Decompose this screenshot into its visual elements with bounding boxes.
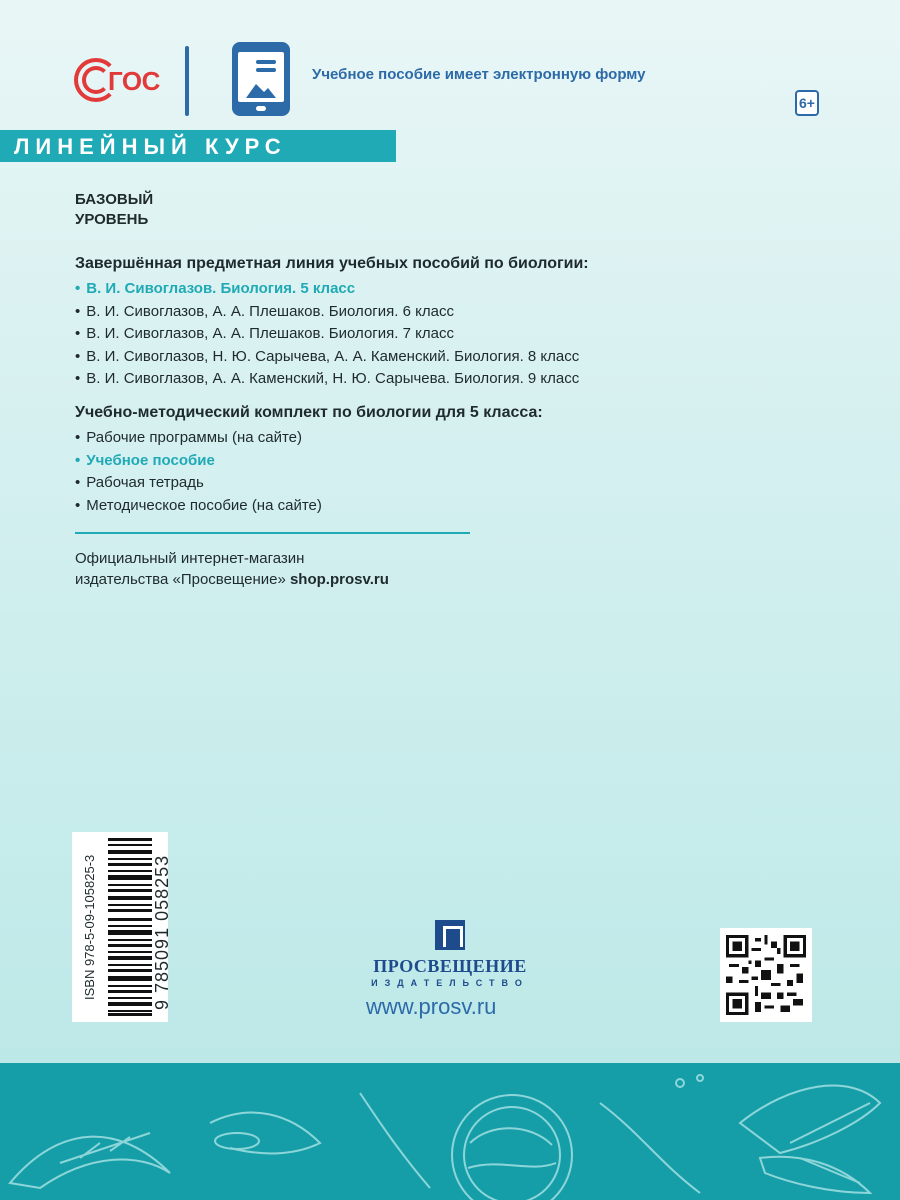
list-item: • Учебное пособие [75, 450, 322, 473]
course-label: ЛИНЕЙНЫЙ КУРС [14, 134, 287, 159]
section-divider [75, 532, 470, 534]
list-item: • Рабочие программы (на сайте) [75, 427, 322, 450]
publisher-name: ПРОСВЕЩЕНИЕ [373, 956, 527, 976]
list-item: • В. И. Сивоглазов, А. А. Плешаков. Биология. 7 класс [75, 323, 579, 346]
decorative-band [0, 1063, 900, 1200]
textbook-line-title: Завершённая предметная линия учебных пособий по биологии: [75, 255, 589, 272]
barcode [108, 838, 152, 1016]
fgos-logo [74, 58, 160, 102]
tablet-home-button [256, 106, 266, 111]
shop-prefix: издательства «Просвещение» [75, 571, 290, 588]
shop-link[interactable]: shop.prosv.ru [289, 571, 389, 588]
qr-code [720, 928, 812, 1022]
list-item: • В. И. Сивоглазов, Н. Ю. Сарычева, А. А. Каменский. Биология. 8 класс [75, 346, 579, 369]
image-glyph-icon [246, 78, 276, 98]
list-item: • Рабочая тетрадь [75, 472, 322, 495]
textbook-line-list [75, 278, 579, 391]
isbn-label: ISBN 978-5-09-105825-3 [82, 854, 97, 1000]
publisher-logo [360, 920, 540, 988]
shop-line: Официальный интернет-магазин [75, 550, 305, 567]
tablet-screen [238, 52, 284, 102]
header-divider [185, 46, 189, 116]
electronic-form-notice: Учебное пособие имеет электронную форму [312, 66, 646, 83]
publisher-url[interactable]: www.prosv.ru [366, 994, 497, 1019]
prosveshchenie-logo-icon [435, 920, 465, 950]
kit-list [75, 427, 322, 517]
level-label [75, 190, 153, 230]
shop-info [75, 548, 389, 590]
fgos-inner-ring-icon [82, 66, 110, 94]
barcode-digits: 9 785091 058253 [152, 854, 172, 1010]
course-band [0, 130, 396, 162]
shop-line [75, 569, 389, 590]
tablet-text-line [256, 60, 276, 64]
kit-title: Учебно-методический комплект по биологии для 5 класса: [75, 404, 543, 421]
age-rating-badge: 6+ [795, 90, 819, 116]
publisher-subtitle: ИЗДАТЕЛЬСТВО [371, 978, 529, 988]
list-item: • В. И. Сивоглазов, А. А. Плешаков. Биология. 6 класс [75, 301, 579, 324]
tablet-text-line [256, 68, 276, 72]
list-item: • В. И. Сивоглазов. Биология. 5 класс [75, 278, 579, 301]
level-line: УРОВЕНЬ [75, 211, 149, 228]
tablet-icon [232, 42, 290, 116]
list-item: • В. И. Сивоглазов, А. А. Каменский, Н. Ю. Сарычева. Биология. 9 класс [75, 368, 579, 391]
nature-illustration [0, 1063, 900, 1200]
level-line: БАЗОВЫЙ [75, 191, 154, 208]
fgos-logo-text: ГОС [108, 66, 160, 96]
cover-header [0, 0, 900, 130]
list-item: • Методическое пособие (на сайте) [75, 495, 322, 518]
